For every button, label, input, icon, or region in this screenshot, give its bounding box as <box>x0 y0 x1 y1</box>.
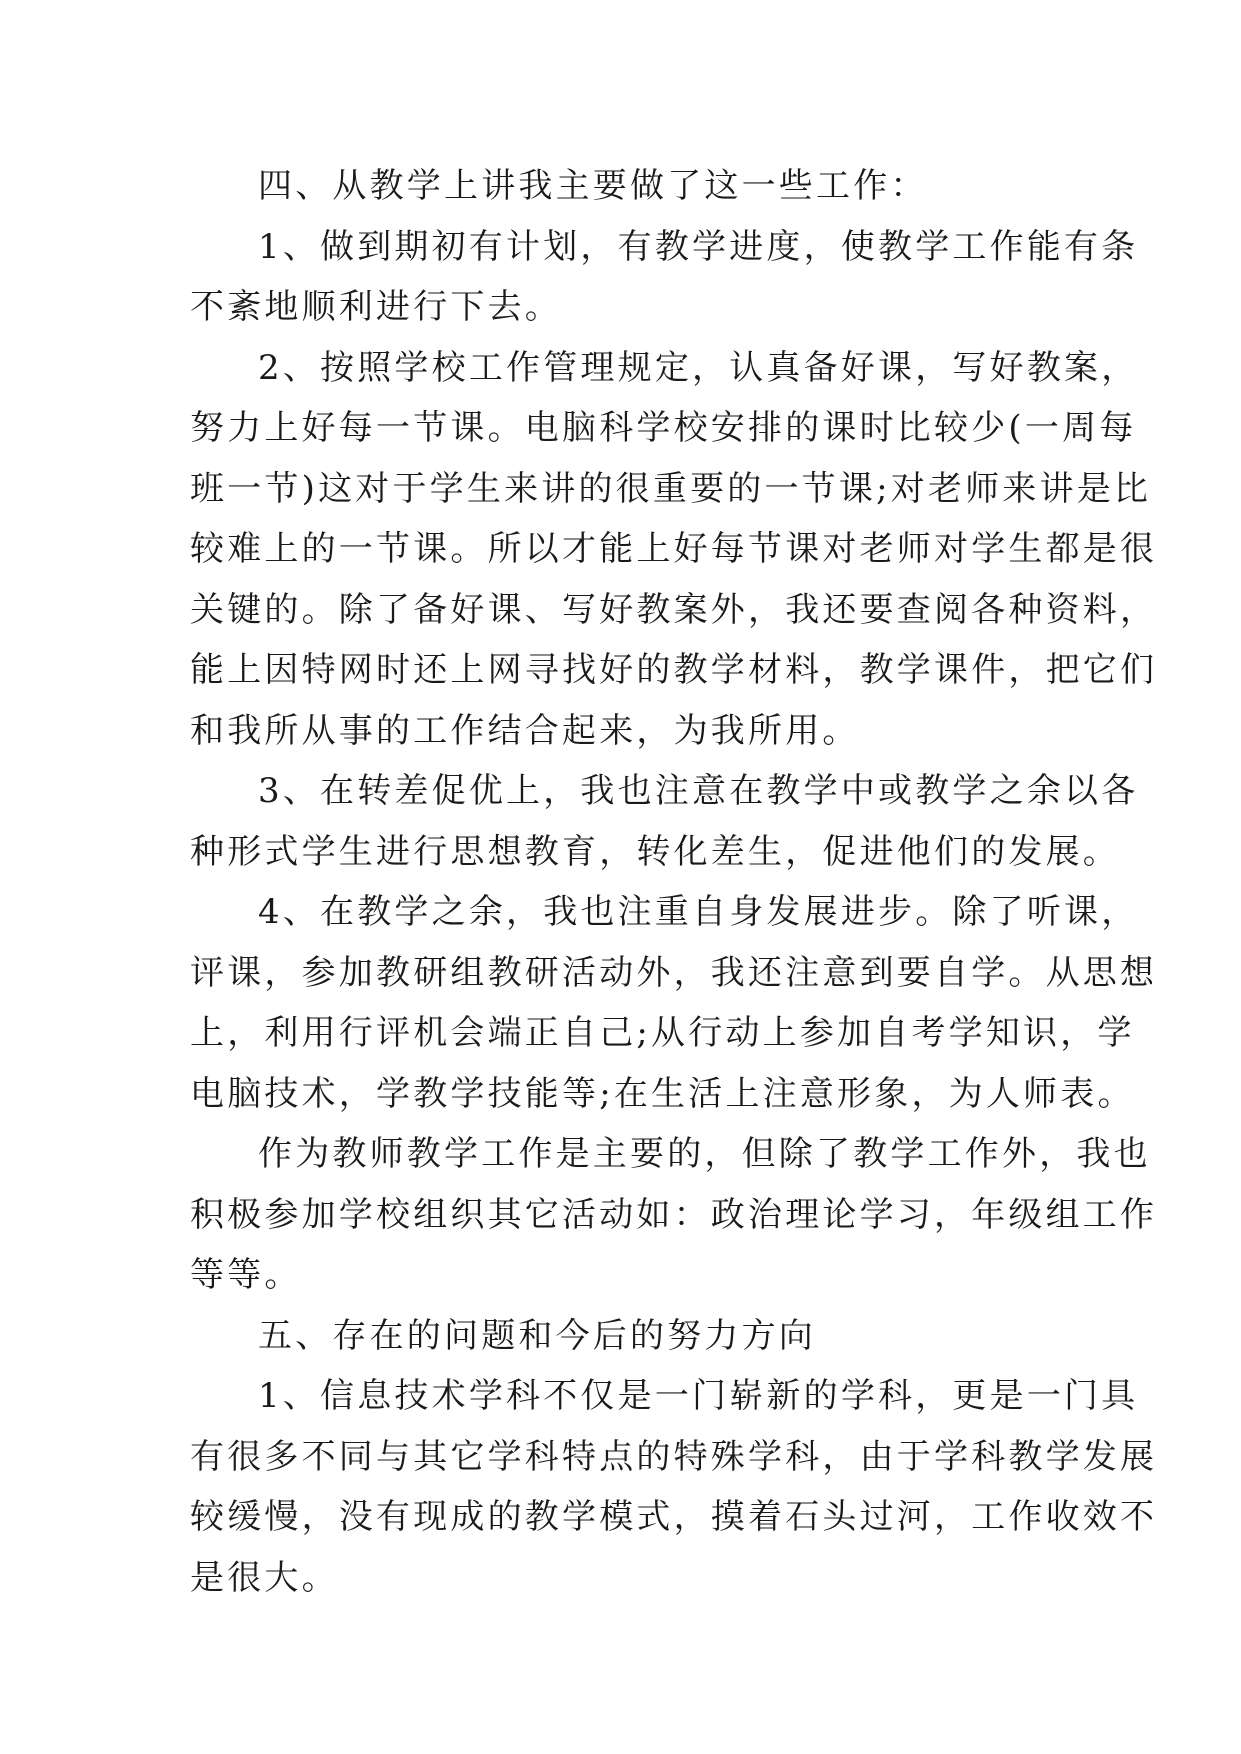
paragraph-line: 2、按照学校工作管理规定，认真备好课，写好教案， <box>258 347 1139 388</box>
paragraph-line: 是很大。 <box>190 1557 339 1598</box>
paragraph-line: 评课，参加教研组教研活动外，我还注意到要自学。从思想 <box>190 952 1158 993</box>
paragraph-line: 电脑技术，学教学技能等;在生活上注意形象，为人师表。 <box>190 1073 1135 1114</box>
paragraph-line: 4、在教学之余，我也注重自身发展进步。除了听课， <box>258 892 1139 932</box>
paragraph-line: 积极参加学校组织其它活动如：政治理论学习，年级组工作 <box>190 1194 1158 1235</box>
paragraph-line: 有很多不同与其它学科特点的特殊学科，由于学科教学发展 <box>190 1436 1158 1477</box>
paragraph-line: 关键的。除了备好课、写好教案外，我还要查阅各种资料， <box>190 589 1158 630</box>
document-body <box>190 156 1158 1608</box>
paragraph-line: 能上因特网时还上网寻找好的教学材料，教学课件，把它们 <box>190 650 1158 690</box>
paragraph-line: 不紊地顺利进行下去。 <box>190 287 562 327</box>
paragraph-line: 努力上好每一节课。电脑科学校安排的课时比较少(一周每 <box>190 408 1137 448</box>
paragraph-line: 较缓慢，没有现成的教学模式，摸着石头过河，工作收效不 <box>190 1497 1158 1537</box>
paragraph-line: 作为教师教学工作是主要的，但除了教学工作外，我也 <box>258 1134 1151 1174</box>
paragraph-line: 上，利用行评机会端正自己;从行动上参加自考学知识，学 <box>190 1013 1135 1053</box>
paragraph-line: 等等。 <box>190 1255 302 1295</box>
paragraph-line: 班一节)这对于学生来讲的很重要的一节课;对老师来讲是比 <box>190 468 1152 509</box>
section-heading-four: 四、从教学上讲我主要做了这一些工作： <box>258 166 928 206</box>
paragraph-line: 1、做到期初有计划，有教学进度，使教学工作能有条 <box>258 226 1139 267</box>
paragraph-line: 1、信息技术学科不仅是一门崭新的学科，更是一门具 <box>258 1376 1139 1416</box>
paragraph-line: 较难上的一节课。所以才能上好每节课对老师对学生都是很 <box>190 529 1158 569</box>
paragraph-line: 3、在转差促优上，我也注意在教学中或教学之余以各 <box>258 771 1139 811</box>
paragraph-line: 种形式学生进行思想教育，转化差生，促进他们的发展。 <box>190 831 1120 872</box>
paragraph-line: 和我所从事的工作结合起来，为我所用。 <box>190 710 860 751</box>
section-heading-five: 五、存在的问题和今后的努力方向 <box>258 1315 816 1356</box>
